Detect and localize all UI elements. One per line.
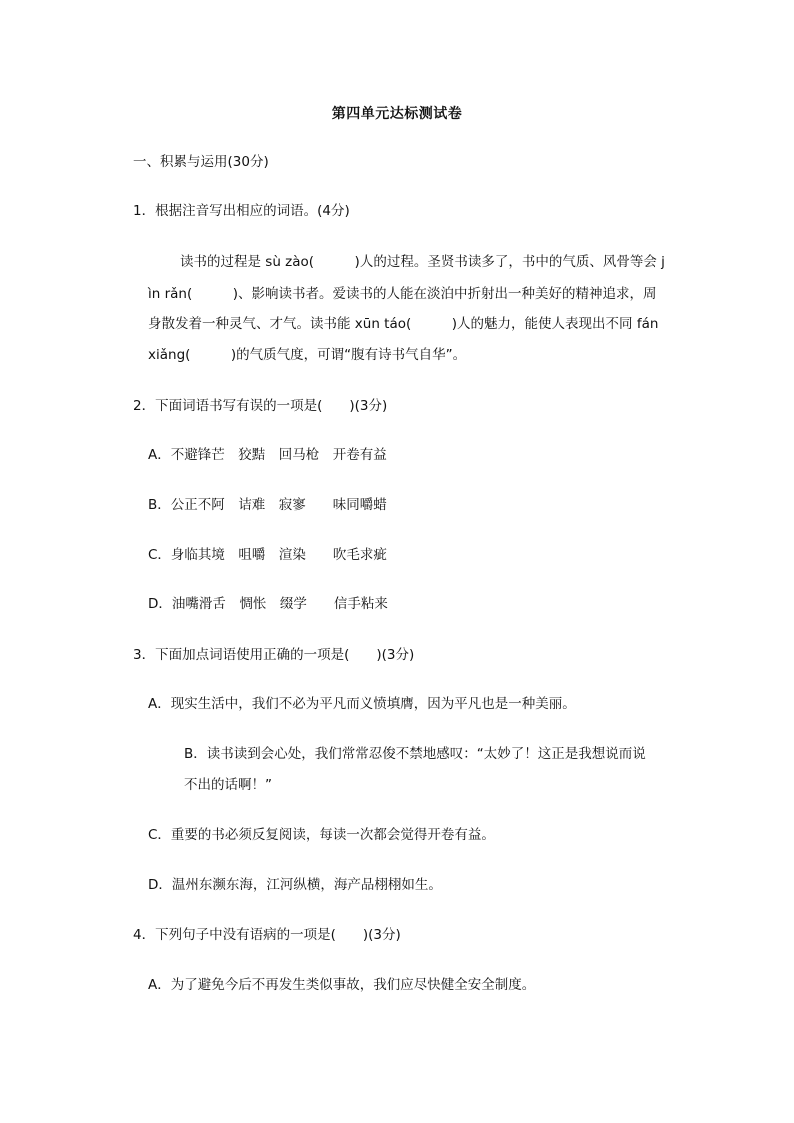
question-2-option-b: B．公正不阿 诘难 寂寥 味同嚼蜡 bbox=[148, 497, 387, 513]
question-2-option-c: C．身临其境 咀嚼 渲染 吹毛求疵 bbox=[148, 547, 387, 563]
question-1-passage-line: xiǎng( )的气质气度，可谓“腹有诗书气自华”。 bbox=[148, 347, 467, 363]
question-1-passage-line: ìn rǎn( )、影响读书者。爱读书的人能在淡泊中折射出一种美好的精神追求，周 bbox=[148, 286, 657, 302]
question-3-option-a: A．现实生活中，我们不必为平凡而义愤填膺，因为平凡也是一种美丽。 bbox=[148, 696, 576, 712]
question-2-option-a: A．不避锋芒 狡黠 回马枪 开卷有益 bbox=[148, 447, 387, 463]
question-4-option-a: A．为了避免今后不再发生类似事故，我们应尽快健全安全制度。 bbox=[148, 977, 536, 993]
question-1-passage-line: 身散发着一种灵气、才气。读书能 xūn táo( )人的魅力，能使人表现出不同 fán bbox=[148, 316, 659, 332]
question-3-option-d: D．温州东濒东海，江河纵横，海产品栩栩如生。 bbox=[148, 877, 442, 893]
question-1-passage-line: 读书的过程是 sù zào( )人的过程。圣贤书读多了，书中的气质、风骨等会 j bbox=[180, 254, 665, 270]
question-2-stem: 2．下面词语书写有误的一项是( )(3分) bbox=[133, 398, 388, 414]
question-2-option-d: D．油嘴滑舌 惆怅 缀学 信手粘来 bbox=[148, 596, 388, 612]
question-3-option-b: B．读书读到会心处，我们常常忍俊不禁地感叹：“太妙了！这正是我想说而说 bbox=[184, 746, 646, 762]
section-heading: 一、积累与运用(30分) bbox=[133, 154, 269, 170]
question-1-stem: 1．根据注音写出相应的词语。(4分) bbox=[133, 203, 350, 219]
question-4-stem: 4．下列句子中没有语病的一项是( )(3分) bbox=[133, 927, 401, 943]
page-title: 第四单元达标测试卷 bbox=[331, 106, 463, 122]
question-3-option-b-continued: 不出的话啊！” bbox=[184, 777, 272, 793]
question-3-stem: 3．下面加点词语使用正确的一项是( )(3分) bbox=[133, 647, 415, 663]
question-3-option-c: C．重要的书必须反复阅读，每读一次都会觉得开卷有益。 bbox=[148, 827, 495, 843]
